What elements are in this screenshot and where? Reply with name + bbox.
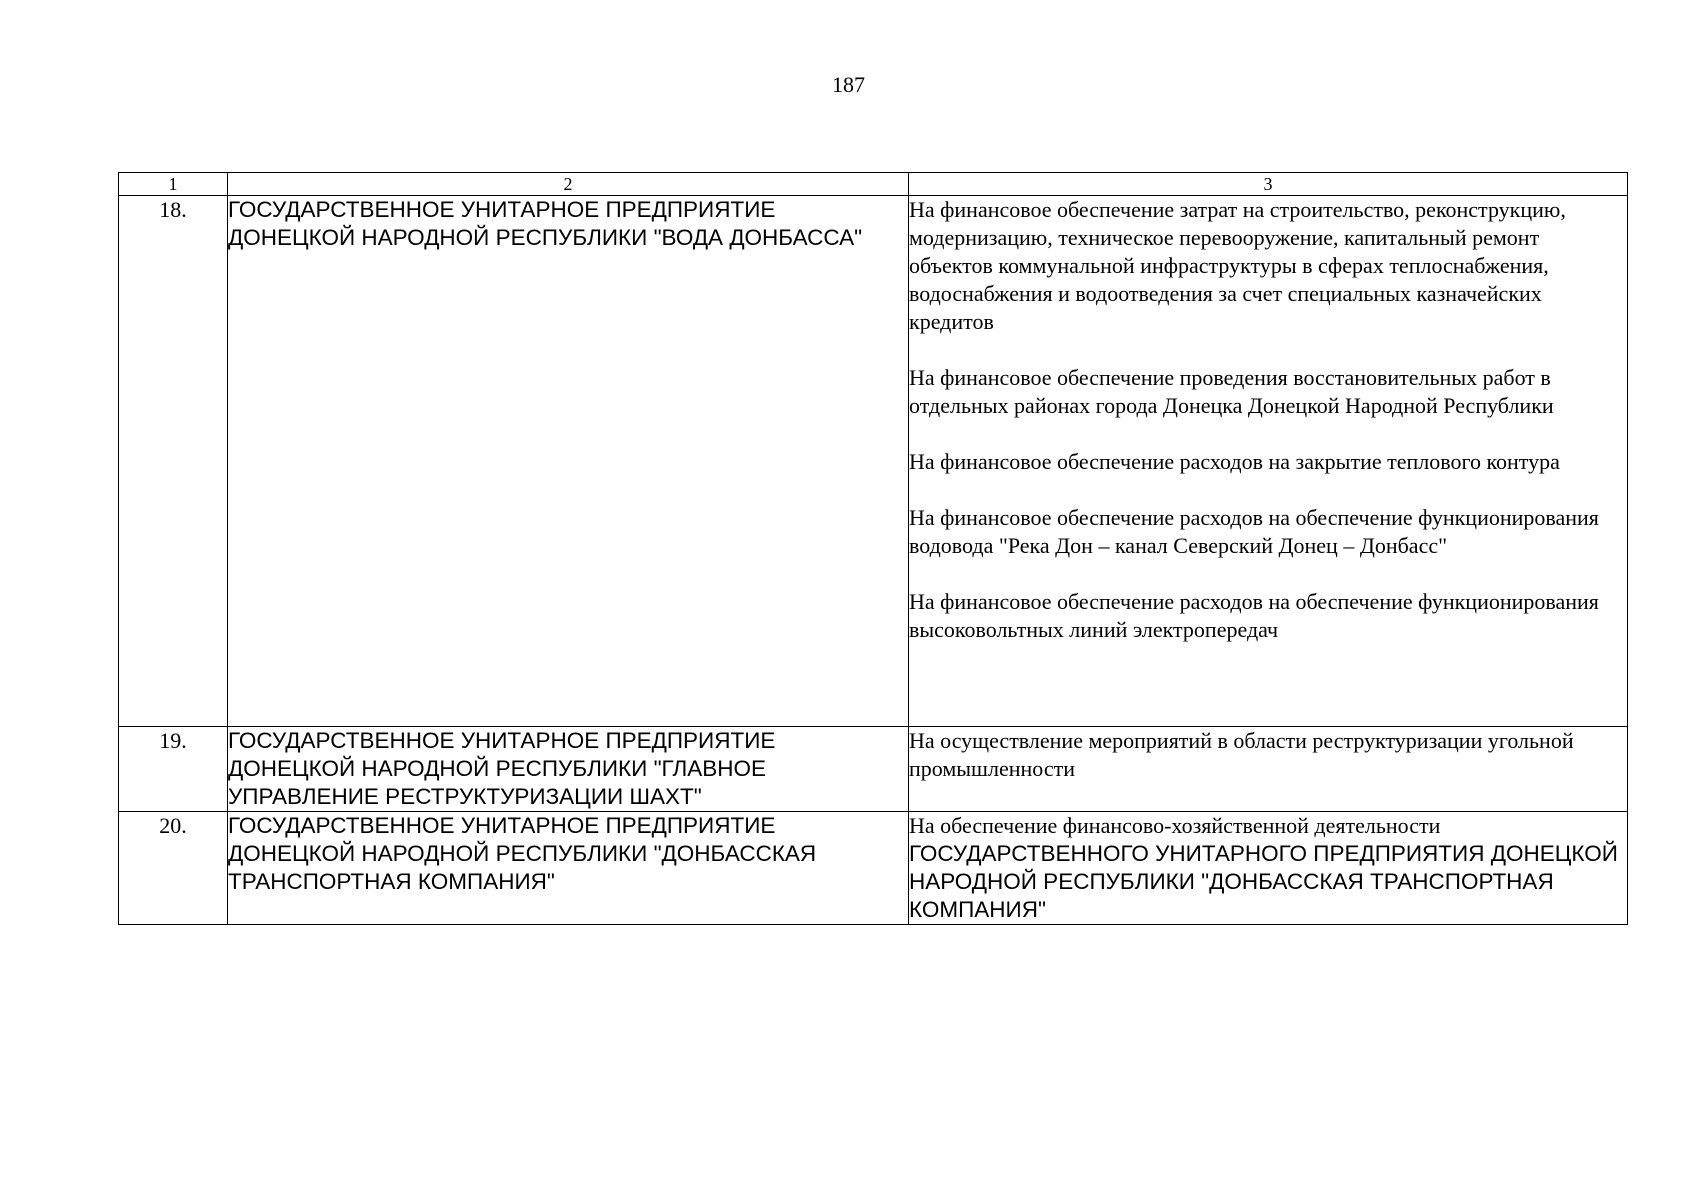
row-number: 19. [119, 727, 228, 812]
purpose-cell [909, 727, 1628, 812]
purpose-paragraph: На финансовое обеспечение затрат на строительство, реконструкцию, модернизацию, техническое перевооружение, капитальный ремонт объектов коммунальной инфраструктуры в сферах теплоснабжения, водоснабжения и водоотведения за счет специальных казначейских кредитов [909, 197, 1566, 334]
column-header-2: 2 [228, 173, 909, 196]
organization-name: ГОСУДАРСТВЕННОЕ УНИТАРНОЕ ПРЕДПРИЯТИЕ ДОНЕЦКОЙ НАРОДНОЙ РЕСПУБЛИКИ "ГЛАВНОЕ УПРАВЛЕНИЕ РЕСТРУКТУРИЗАЦИИ ШАХТ" [228, 727, 909, 812]
organization-name: ГОСУДАРСТВЕННОЕ УНИТАРНОЕ ПРЕДПРИЯТИЕ ДОНЕЦКОЙ НАРОДНОЙ РЕСПУБЛИКИ "ВОДА ДОНБАССА" [228, 196, 909, 727]
table-header-row [119, 173, 1628, 196]
column-header-3: 3 [909, 173, 1628, 196]
purpose-paragraph: На финансовое обеспечение проведения восстановительных работ в отдельных районах города Донецка Донецкой Народной Республики [909, 365, 1554, 418]
page-number: 187 [832, 72, 865, 97]
table-row [119, 812, 1628, 925]
purpose-paragraph: На финансовое обеспечение расходов на обеспечение функционирования водовода "Река Дон – канал Северский Донец – Донбасс" [909, 505, 1599, 558]
purpose-cell [909, 812, 1628, 925]
purpose-organization-text: ГОСУДАРСТВЕННОГО УНИТАРНОГО ПРЕДПРИЯТИЯ ДОНЕЦКОЙ НАРОДНОЙ РЕСПУБЛИКИ "ДОНБАССКАЯ ТРАНСПОРТНАЯ КОМПАНИЯ" [909, 841, 1618, 922]
purpose-paragraph: На финансовое обеспечение расходов на закрытие теплового контура [909, 449, 1560, 474]
column-header-1: 1 [119, 173, 228, 196]
row-number: 18. [119, 196, 228, 727]
purpose-paragraph [909, 812, 1627, 924]
purpose-paragraph: На осуществление мероприятий в области реструктуризации угольной промышленности [909, 728, 1574, 781]
organization-name: ГОСУДАРСТВЕННОЕ УНИТАРНОЕ ПРЕДПРИЯТИЕ ДОНЕЦКОЙ НАРОДНОЙ РЕСПУБЛИКИ "ДОНБАССКАЯ ТРАНСПОРТНАЯ КОМПАНИЯ" [228, 812, 909, 925]
table-row [119, 727, 1628, 812]
purpose-paragraph: На финансовое обеспечение расходов на обеспечение функционирования высоковольтных линий электропередач [909, 589, 1599, 642]
purpose-cell [909, 196, 1628, 727]
row-number: 20. [119, 812, 228, 925]
table-row [119, 196, 1628, 727]
purpose-lead-text: На обеспечение финансово-хозяйственной деятельности [909, 813, 1441, 838]
enterprises-table [118, 172, 1628, 925]
